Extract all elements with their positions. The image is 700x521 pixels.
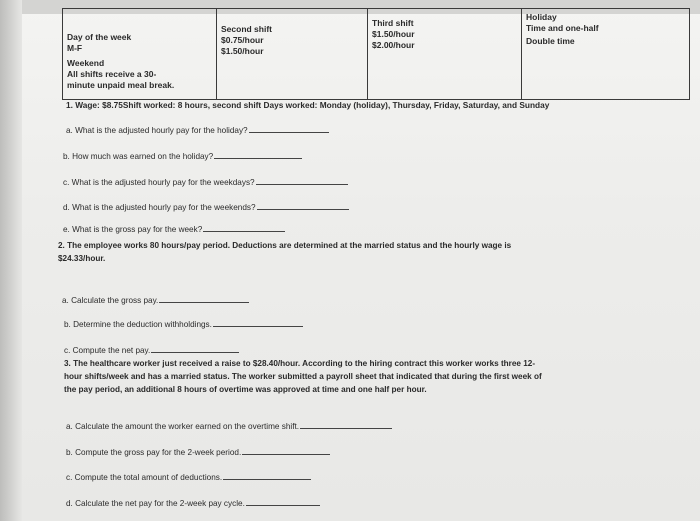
q3b-text: b. Compute the gross pay for the 2-week period. [66, 448, 242, 457]
q2c-text: c. Compute the net pay. [64, 346, 151, 355]
q3a-text: a. Calculate the amount the worker earned on the overtime shift. [66, 422, 300, 431]
q2c-row [64, 344, 239, 355]
second-shift-weekday-rate: $0.75/hour [221, 35, 264, 45]
mf-label: M-F [67, 43, 83, 53]
q3a-answer-blank[interactable] [300, 420, 392, 429]
q2b-answer-blank[interactable] [213, 318, 303, 327]
q3d-text: d. Calculate the net pay for the 2-week pay cycle. [66, 499, 245, 508]
second-shift-weekend-rate: $1.50/hour [221, 46, 264, 56]
q3c-row [66, 471, 311, 482]
q1b-answer-blank[interactable] [214, 150, 302, 159]
q1c-text: c. What is the adjusted hourly pay for the weekdays? [63, 178, 255, 187]
q1a-answer-blank[interactable] [249, 124, 329, 133]
third-shift-column [368, 9, 522, 100]
q1c-answer-blank[interactable] [256, 176, 348, 185]
q1e-text: e. What is the gross pay for the week? [63, 225, 203, 234]
meal-break-note-2: minute unpaid meal break. [67, 80, 175, 90]
day-of-week-header: Day of the week [67, 32, 132, 42]
q1d-text: d. What is the adjusted hourly pay for the weekends? [63, 203, 256, 212]
second-shift-column [217, 9, 368, 100]
q3-intro-line1: 3. The healthcare worker just received a raise to $28.40/hour. According to the hiring contract this worker works three 12- [64, 359, 536, 368]
third-shift-weekend-rate: $2.00/hour [372, 40, 415, 50]
q3c-answer-blank[interactable] [223, 471, 311, 480]
third-shift-header: Third shift [372, 18, 414, 28]
day-of-week-column [63, 9, 217, 100]
q3b-row [66, 446, 330, 457]
shift-differential-table [62, 8, 690, 100]
q1d-row [63, 201, 349, 212]
q1e-answer-blank[interactable] [203, 223, 285, 232]
q1-intro: 1. Wage: $8.75Shift worked: 8 hours, second shift Days worked: Monday (holiday), Thursday, Friday, Saturday, and Sunday [66, 100, 550, 110]
q2b-row [64, 318, 303, 329]
page-edge-shadow [0, 0, 22, 521]
holiday-header: Holiday [526, 12, 557, 22]
third-shift-weekday-rate: $1.50/hour [372, 29, 415, 39]
q2a-answer-blank[interactable] [159, 294, 249, 303]
q2-intro [58, 239, 511, 265]
q2c-answer-blank[interactable] [151, 344, 239, 353]
q2a-row [62, 294, 249, 305]
q3-intro-line2: hour shifts/week and has a married status. The worker submitted a payroll sheet that indicated that during the first week of [64, 372, 542, 381]
q1d-answer-blank[interactable] [257, 201, 349, 210]
weekend-label: Weekend [67, 58, 105, 68]
q2-intro-line2: $24.33/hour. [58, 254, 106, 263]
q3b-answer-blank[interactable] [242, 446, 330, 455]
second-shift-header: Second shift [221, 24, 273, 34]
q3d-answer-blank[interactable] [246, 497, 320, 506]
q3-intro [64, 357, 542, 396]
q3a-row [66, 420, 392, 431]
q3-intro-line3: the pay period, an additional 8 hours of overtime was approved at time and one half per hour. [64, 385, 427, 394]
q1b-row [63, 150, 302, 161]
q1e-row [63, 223, 285, 234]
holiday-column [522, 9, 690, 100]
q1c-row [63, 176, 348, 187]
q1a-row [66, 124, 329, 135]
q2b-text: b. Determine the deduction withholdings. [64, 320, 212, 329]
q3d-row [66, 497, 320, 508]
q3c-text: c. Compute the total amount of deductions. [66, 473, 223, 482]
q1a-text: a. What is the adjusted hourly pay for the holiday? [66, 126, 248, 135]
q2a-text: a. Calculate the gross pay. [62, 296, 159, 305]
holiday-mf-rate: Time and one-half [526, 23, 599, 33]
q2-intro-line1: 2. The employee works 80 hours/pay period. Deductions are determined at the married status and the hourly wage is [58, 241, 512, 250]
holiday-weekend-rate: Double time [526, 36, 575, 46]
q1b-text: b. How much was earned on the holiday? [63, 152, 214, 161]
meal-break-note-1: All shifts receive a 30- [67, 69, 157, 79]
